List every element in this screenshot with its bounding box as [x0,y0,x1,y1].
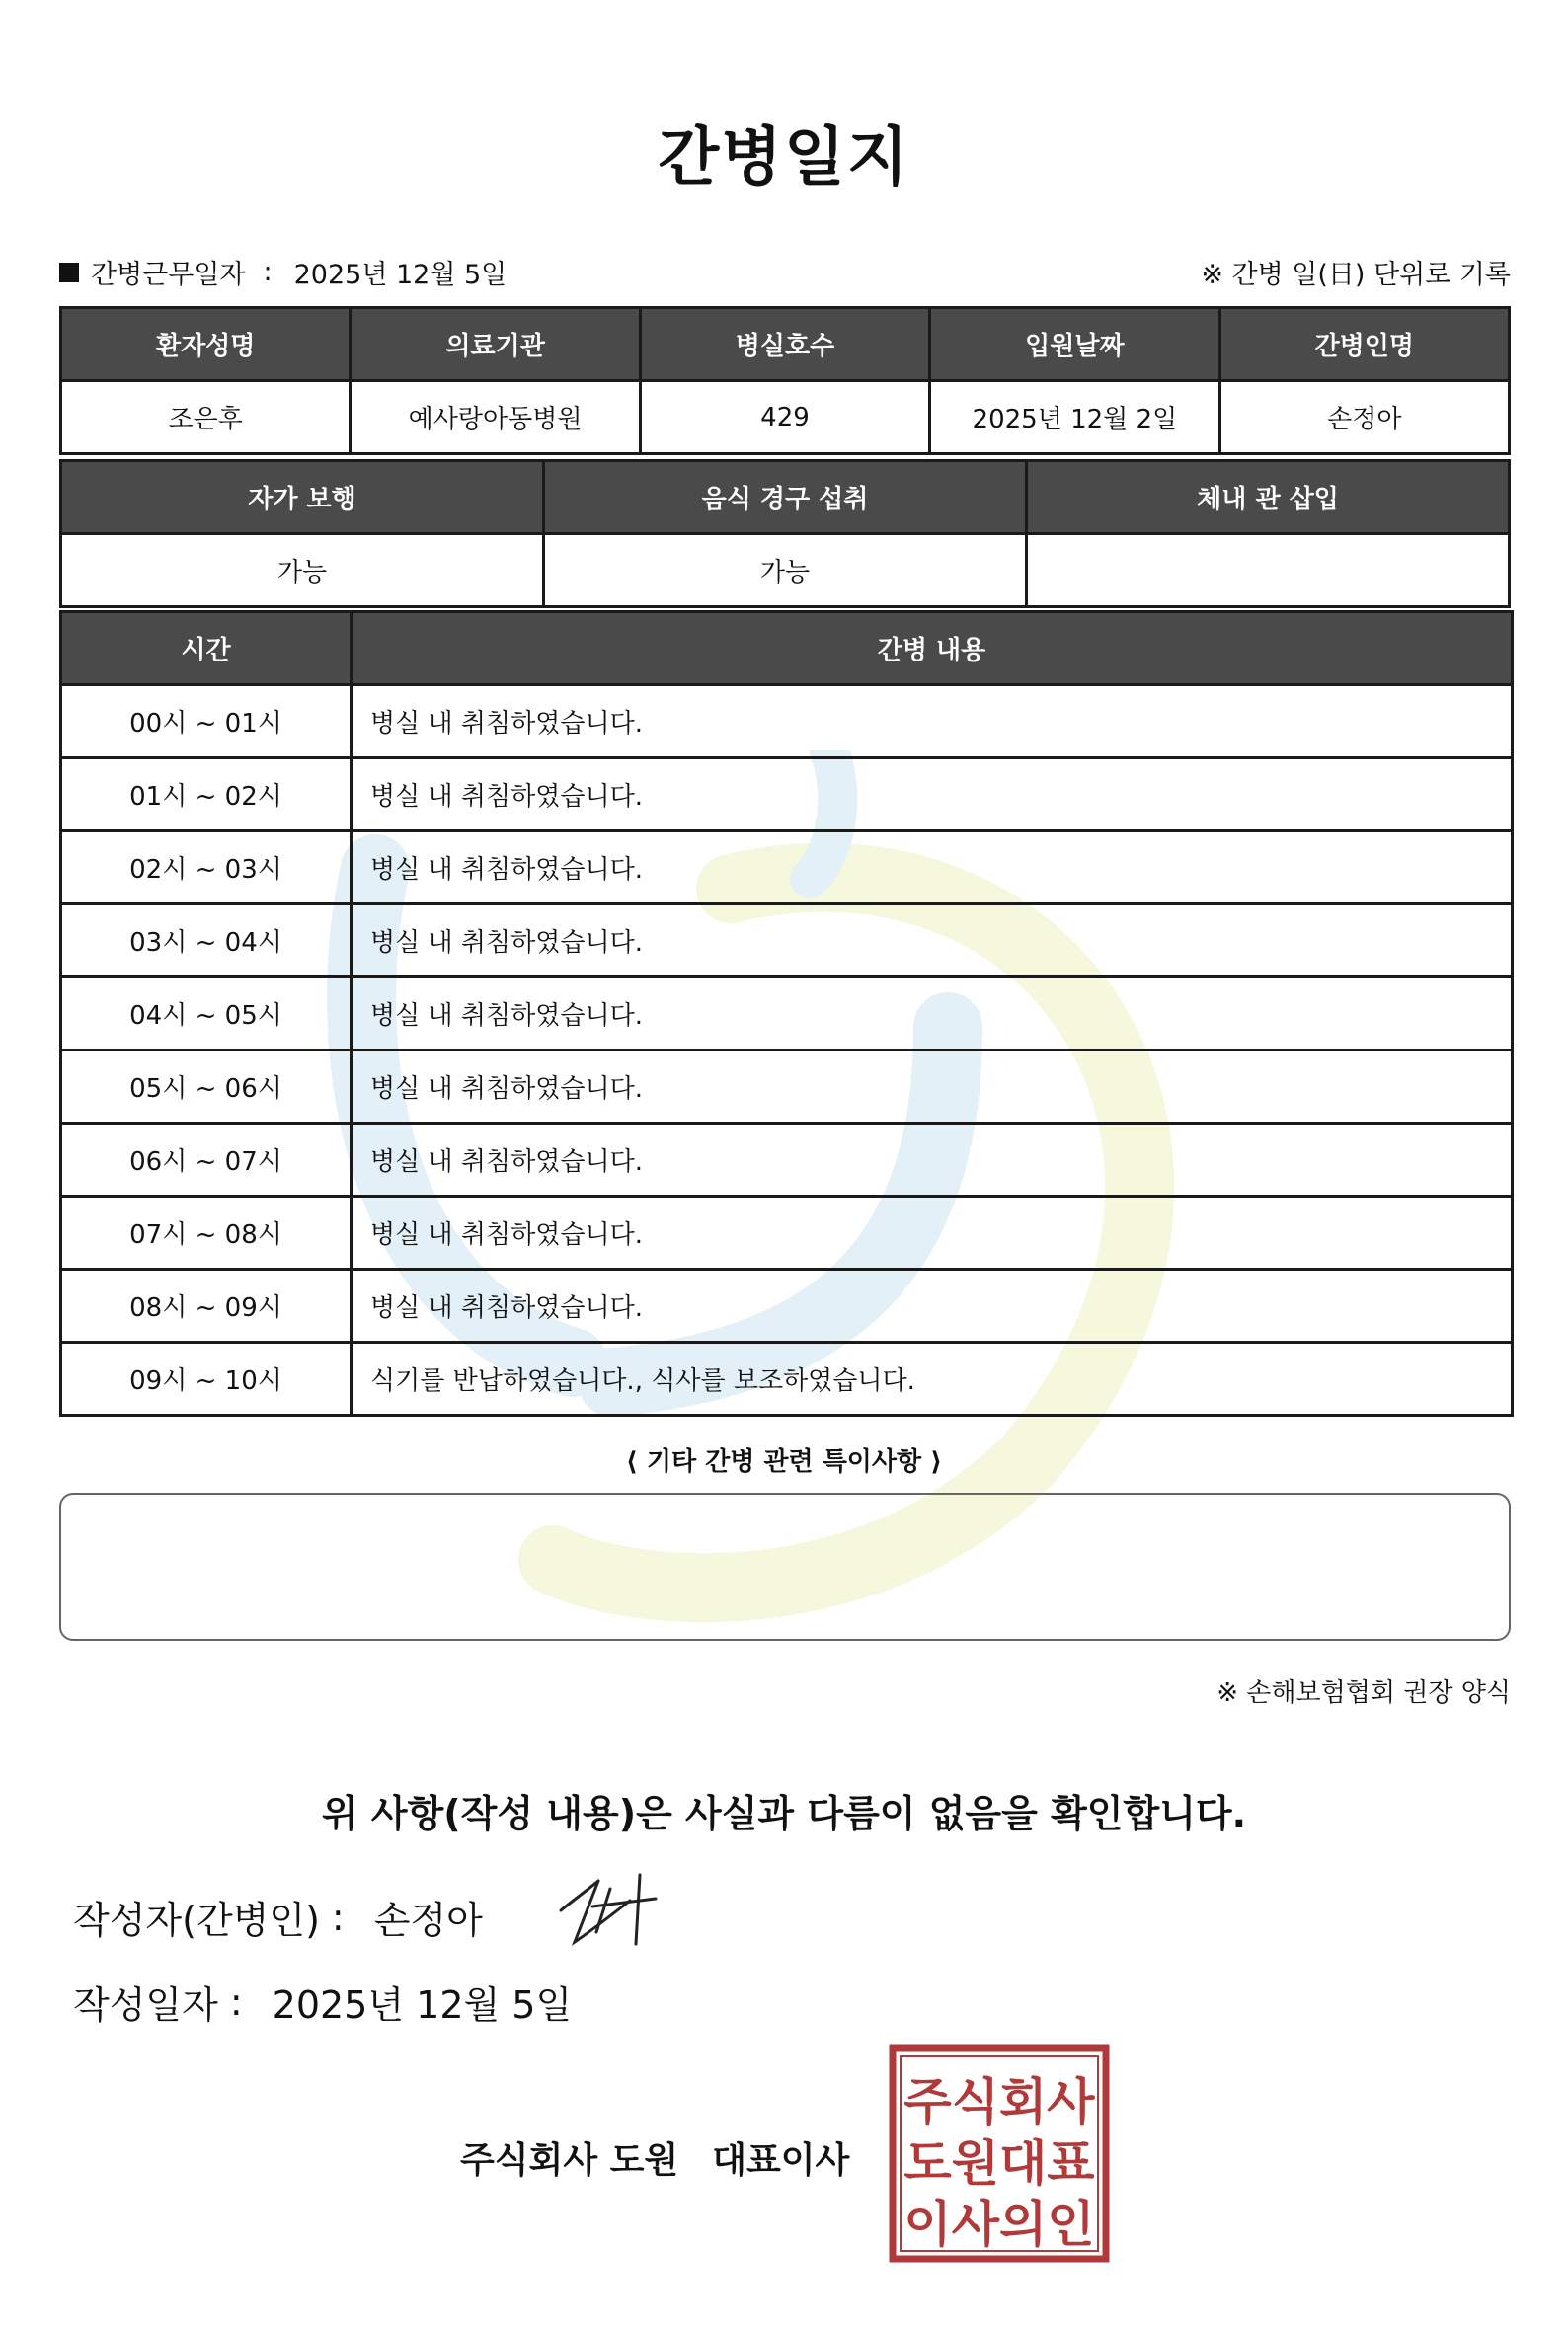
log-content: 병실 내 취침하였습니다. [352,977,1513,1050]
written-date-value: 2025년 12월 5일 [272,1984,573,2027]
patient-status-table [59,459,1511,608]
patient-info-table [59,306,1511,455]
header-caregiver: 간병인명 [1219,308,1509,381]
table-row [61,831,1513,904]
company-name: 주식회사 도원 [460,2140,679,2181]
log-content: 식기를 반납하였습니다., 식사를 보조하였습니다. [352,1343,1513,1416]
log-time: 06시 ~ 07시 [61,1124,352,1197]
log-time: 05시 ~ 06시 [61,1050,352,1124]
tube-value [1027,534,1510,607]
care-date [59,253,507,291]
room-number: 429 [640,381,929,454]
log-content: 병실 내 취침하였습니다. [352,1050,1513,1124]
hospital-name: 예사랑아동병원 [351,381,640,454]
log-time: 02시 ~ 03시 [61,831,352,904]
care-log-header-row [61,612,1513,685]
log-time: 01시 ~ 02시 [61,758,352,831]
patient-status-header-row [61,461,1510,534]
seal-line-1: 주식회사 [903,2073,1095,2131]
written-date-label: 작성일자 [73,1984,218,2027]
writer-colon: : [331,1895,345,1939]
header-room: 병실호수 [640,308,929,381]
patient-name: 조은후 [61,381,351,454]
oral-intake-value: 가능 [544,534,1027,607]
company-line [460,2133,849,2183]
care-date-colon: : [263,257,273,287]
log-time: 03시 ~ 04시 [61,904,352,977]
writer-name: 손정아 [373,1899,483,1942]
table-row [61,758,1513,831]
square-bullet-icon [59,263,79,282]
company-seal [889,2044,1110,2263]
header-patient-name: 환자성명 [61,308,351,381]
log-content: 병실 내 취침하였습니다. [352,831,1513,904]
admission-date: 2025년 12월 2일 [930,381,1219,454]
log-content: 병실 내 취침하였습니다. [352,685,1513,758]
header-admission-date: 입원날짜 [930,308,1219,381]
care-date-value: 2025년 12월 5일 [293,260,508,290]
record-note: ※ 간병 일(日) 단위로 기록 [1201,260,1511,290]
header-oral-intake: 음식 경구 섭취 [544,461,1027,534]
writer-label: 작성자(간병인) [73,1899,320,1942]
log-time: 07시 ~ 08시 [61,1197,352,1270]
header-time: 시간 [61,612,352,685]
log-content: 병실 내 취침하였습니다. [352,1197,1513,1270]
table-row [61,904,1513,977]
handwritten-signature [553,1871,662,1950]
recommend-note: ※ 손해보험협회 권장 양식 [1216,1678,1511,1708]
written-date-colon: : [229,1980,243,2024]
table-row [61,685,1513,758]
log-time: 09시 ~ 10시 [61,1343,352,1416]
care-log-table [59,610,1514,1417]
log-content: 병실 내 취침하였습니다. [352,904,1513,977]
log-time: 08시 ~ 09시 [61,1270,352,1343]
log-content: 병실 내 취침하였습니다. [352,758,1513,831]
table-row [61,1343,1513,1416]
care-date-label: 간병근무일자 [91,260,246,290]
header-hospital: 의료기관 [351,308,640,381]
header-walking: 자가 보행 [61,461,544,534]
confirmation-statement: 위 사항(작성 내용)은 사실과 다름이 없음을 확인합니다. [321,1792,1247,1835]
ceo-title: 대표이사 [712,2140,850,2181]
table-row [61,977,1513,1050]
log-time: 00시 ~ 01시 [61,685,352,758]
table-row [61,1050,1513,1124]
log-content: 병실 내 취침하였습니다. [352,1270,1513,1343]
walking-value: 가능 [61,534,544,607]
table-row [61,1270,1513,1343]
patient-info-value-row [61,381,1510,454]
table-row [61,1124,1513,1197]
header-tube: 체내 관 삽입 [1027,461,1510,534]
seal-line-2: 도원대표 [903,2135,1095,2192]
patient-info-header-row [61,308,1510,381]
remarks-box [59,1493,1511,1641]
patient-status-value-row [61,534,1510,607]
written-date-line [73,1975,572,2029]
writer-line [73,1890,483,1944]
table-row [61,1197,1513,1270]
caregiver-name: 손정아 [1219,381,1509,454]
seal-line-3: 이사의인 [903,2196,1095,2253]
log-content: 병실 내 취침하였습니다. [352,1124,1513,1197]
page-title: 간병일지 [658,121,910,194]
log-time: 04시 ~ 05시 [61,977,352,1050]
remarks-title: ⟨ 기타 간병 관련 특이사항 ⟩ [625,1447,943,1477]
header-care-content: 간병 내용 [352,612,1513,685]
